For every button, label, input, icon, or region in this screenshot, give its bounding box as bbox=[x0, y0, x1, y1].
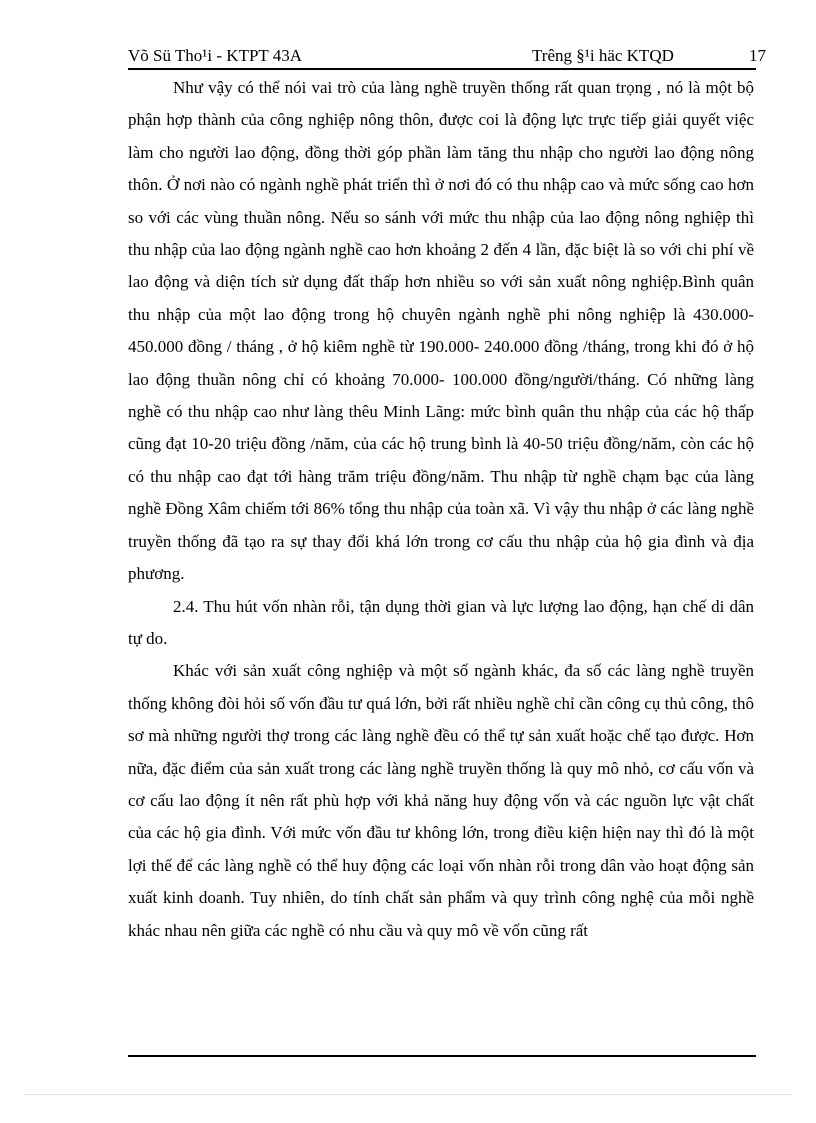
body-text bbox=[128, 72, 754, 947]
page-bottom-edge bbox=[24, 1094, 792, 1095]
header-author: Võ Sü Tho¹i - KTPT 43A bbox=[128, 46, 303, 65]
section-heading-2-4: 2.4. Thu hút vốn nhàn rỗi, tận dụng thời gian và lực lượng lao động, hạn chế di dân tự do. bbox=[128, 596, 754, 648]
paragraph-income: Như vậy có thể nói vai trò của làng nghề truyền thống rất quan trọng , nó là một bộ phận hợp thành của công nghiệp nông thôn, được coi là động lực trực tiếp giải quyết việc làm cho người lao động, đồng thời góp phần làm tăng thu nhập cho người lao động nông thôn. Ở nơi nào có ngành nghề phát triển thì ở nơi đó có thu nhập cao và mức sống cao hơn so với các vùng thuần nông. Nếu so sánh với mức thu nhập của lao động nông nghiệp thì thu nhập của lao động ngành nghề cao hơn khoảng 2 đến 4 lần, đặc biệt là so với chi phí về lao động và diện tích sử dụng đất thấp hơn nhiều so với sản xuất nông nghiệp.Bình quân thu nhập của một lao động trong hộ chuyên ngành nghề phi nông nghiệp là 430.000- 450.000 đồng / tháng , ở hộ kiêm nghề từ 190.000- 240.000 đồng /tháng, trong khi đó ở hộ lao động thuần nông chỉ có khoảng 70.000- 100.000 đồng/người/tháng. Có những làng nghề có thu nhập cao như làng thêu Minh Lãng: mức bình quân thu nhập của các hộ thấp cũng đạt 10-20 triệu đồng /năm, của các hộ trung bình là 40-50 triệu đồng/năm, còn các hộ có thu nhập cao đạt tới hàng trăm triệu đồng/năm. Thu nhập từ nghề chạm bạc của làng nghề Đồng Xâm chiếm tới 86% tổng thu nhập của toàn xã. Vì vậy thu nhập ở các làng nghề truyền thống đã tạo ra sự thay đổi khá lớn trong cơ cấu thu nhập của hộ gia đình và địa phương. bbox=[128, 78, 754, 584]
page-number: 17 bbox=[749, 46, 766, 65]
paragraph-capital: Khác với sản xuất công nghiệp và một số ngành khác, đa số các làng nghề truyền thống không đòi hỏi số vốn đầu tư quá lớn, bởi rất nhiều nghề chỉ cần công cụ thủ công, thô sơ mà những người thợ trong các làng nghề đều có thể tự sản xuất hoặc chế tạo được. Hơn nữa, đặc điểm của sản xuất trong các làng nghề truyền thống là quy mô nhỏ, cơ cấu vốn và cơ cấu lao động ít nên rất phù hợp với khả năng huy động vốn và các nguồn lực vật chất của các hộ gia đình. Với mức vốn đầu tư không lớn, trong điều kiện hiện nay thì đó là một lợi thế để các làng nghề có thể huy động các loại vốn nhàn rỗi trong dân vào hoạt động sản xuất kinh doanh. Tuy nhiên, do tính chất sản phẩm và quy trình công nghệ của mỗi nghề khác nhau nên giữa các nghề có nhu cầu và quy mô về vốn cũng rất bbox=[128, 661, 754, 940]
header-school: Trêng §¹i häc KTQD bbox=[532, 46, 674, 65]
footer-divider bbox=[128, 1055, 756, 1057]
header-divider bbox=[128, 68, 756, 70]
page-header bbox=[128, 44, 770, 68]
